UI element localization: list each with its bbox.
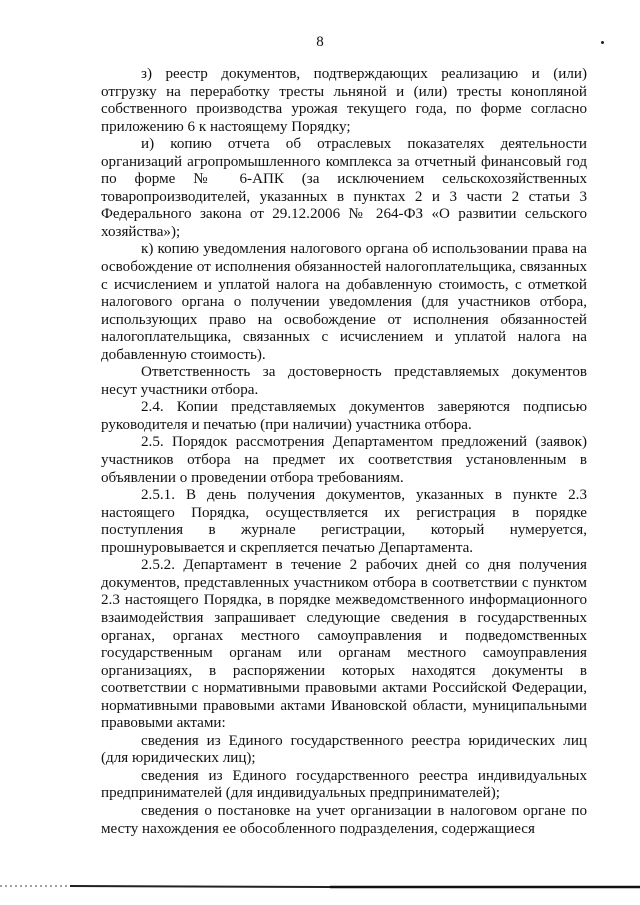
paragraph-2-4: 2.4. Копии представляемых документов заверяются подписью руководителя и печатью (при наличии) участника отбора. [101,399,587,433]
paragraph-egrul: сведения из Единого государственного реестра юридических лиц (для юридических лиц); [101,732,587,767]
paragraph-responsibility: Ответственность за достоверность представляемых документов несут участники отбора. [101,364,587,398]
paragraph-egrip: сведения из Единого государственного реестра индивидуальных предпринимателей (для индивидуальных предпринимателей); [101,767,587,802]
paragraph-2-5-1: 2.5.1. В день получения документов, указанных в пункте 2.3 настоящего Порядка, осуществляется их регистрация в порядке поступления в журнале регистрации, который нумеруется, прошнуровывается и скрепляется печатью Департамента. [101,487,587,556]
paragraph-i: и) копию отчета об отраслевых показателях деятельности организаций агропромышленного комплекса за отчетный финансовый год по форме № 6-АПК (за исключением сельскохозяйственных товаропроизводителей, указанных в пунктах 2 и 3 части 2 статьи 3 Федерального закона от 29.12.2006 № 264-ФЗ «О развитии сельского хозяйства»); [101,136,587,240]
scan-speck [601,41,604,44]
paragraph-k: к) копию уведомления налогового органа об использовании права на освобождение от исполнения обязанностей налогоплательщика, связанных с исчислением и уплатой налога на добавленную стоимость, с отметкой налогового органа о получении уведомления (для участников отбора, использующих право на освобождение от исполнения обязанностей налогоплательщика, связанных с исчислением и уплатой налога на добавленную стоимость). [101,241,587,363]
paragraph-2-5: 2.5. Порядок рассмотрения Департаментом предложений (заявок) участников отбора на предмет их соответствия установленным в объявлении о проведении отбора требованиям. [101,434,587,486]
page-number: 8 [316,34,324,50]
document-body [101,66,587,838]
paragraph-z: з) реестр документов, подтверждающих реализацию и (или) отгрузку на переработку тресты льняной и (или) тресты конопляной собственного производства урожая текущего года, по форме согласно приложению 6 к настоящему Порядку; [101,66,587,135]
paragraph-tax-registration: сведения о постановке на учет организации в налоговом органе по месту нахождения ее обособленного подразделения, содержащиеся [101,802,587,837]
paragraph-2-5-2: 2.5.2. Департамент в течение 2 рабочих дней со дня получения документов, представленных участником отбора в соответствии с пунктом 2.3 настоящего Порядка, в порядке межведомственного информационного взаимодействия запрашивает следующие сведения в государственных органах, органах местного самоуправления и подведомственных государственным органам или органам местного самоуправления организациях, в распоряжении которых находятся документы в соответствии с нормативными правовыми актами Российской Федерации, нормативными правовыми актами Ивановской области, муниципальными правовыми актами: [101,557,587,732]
scan-edge-artifact [0,884,640,890]
